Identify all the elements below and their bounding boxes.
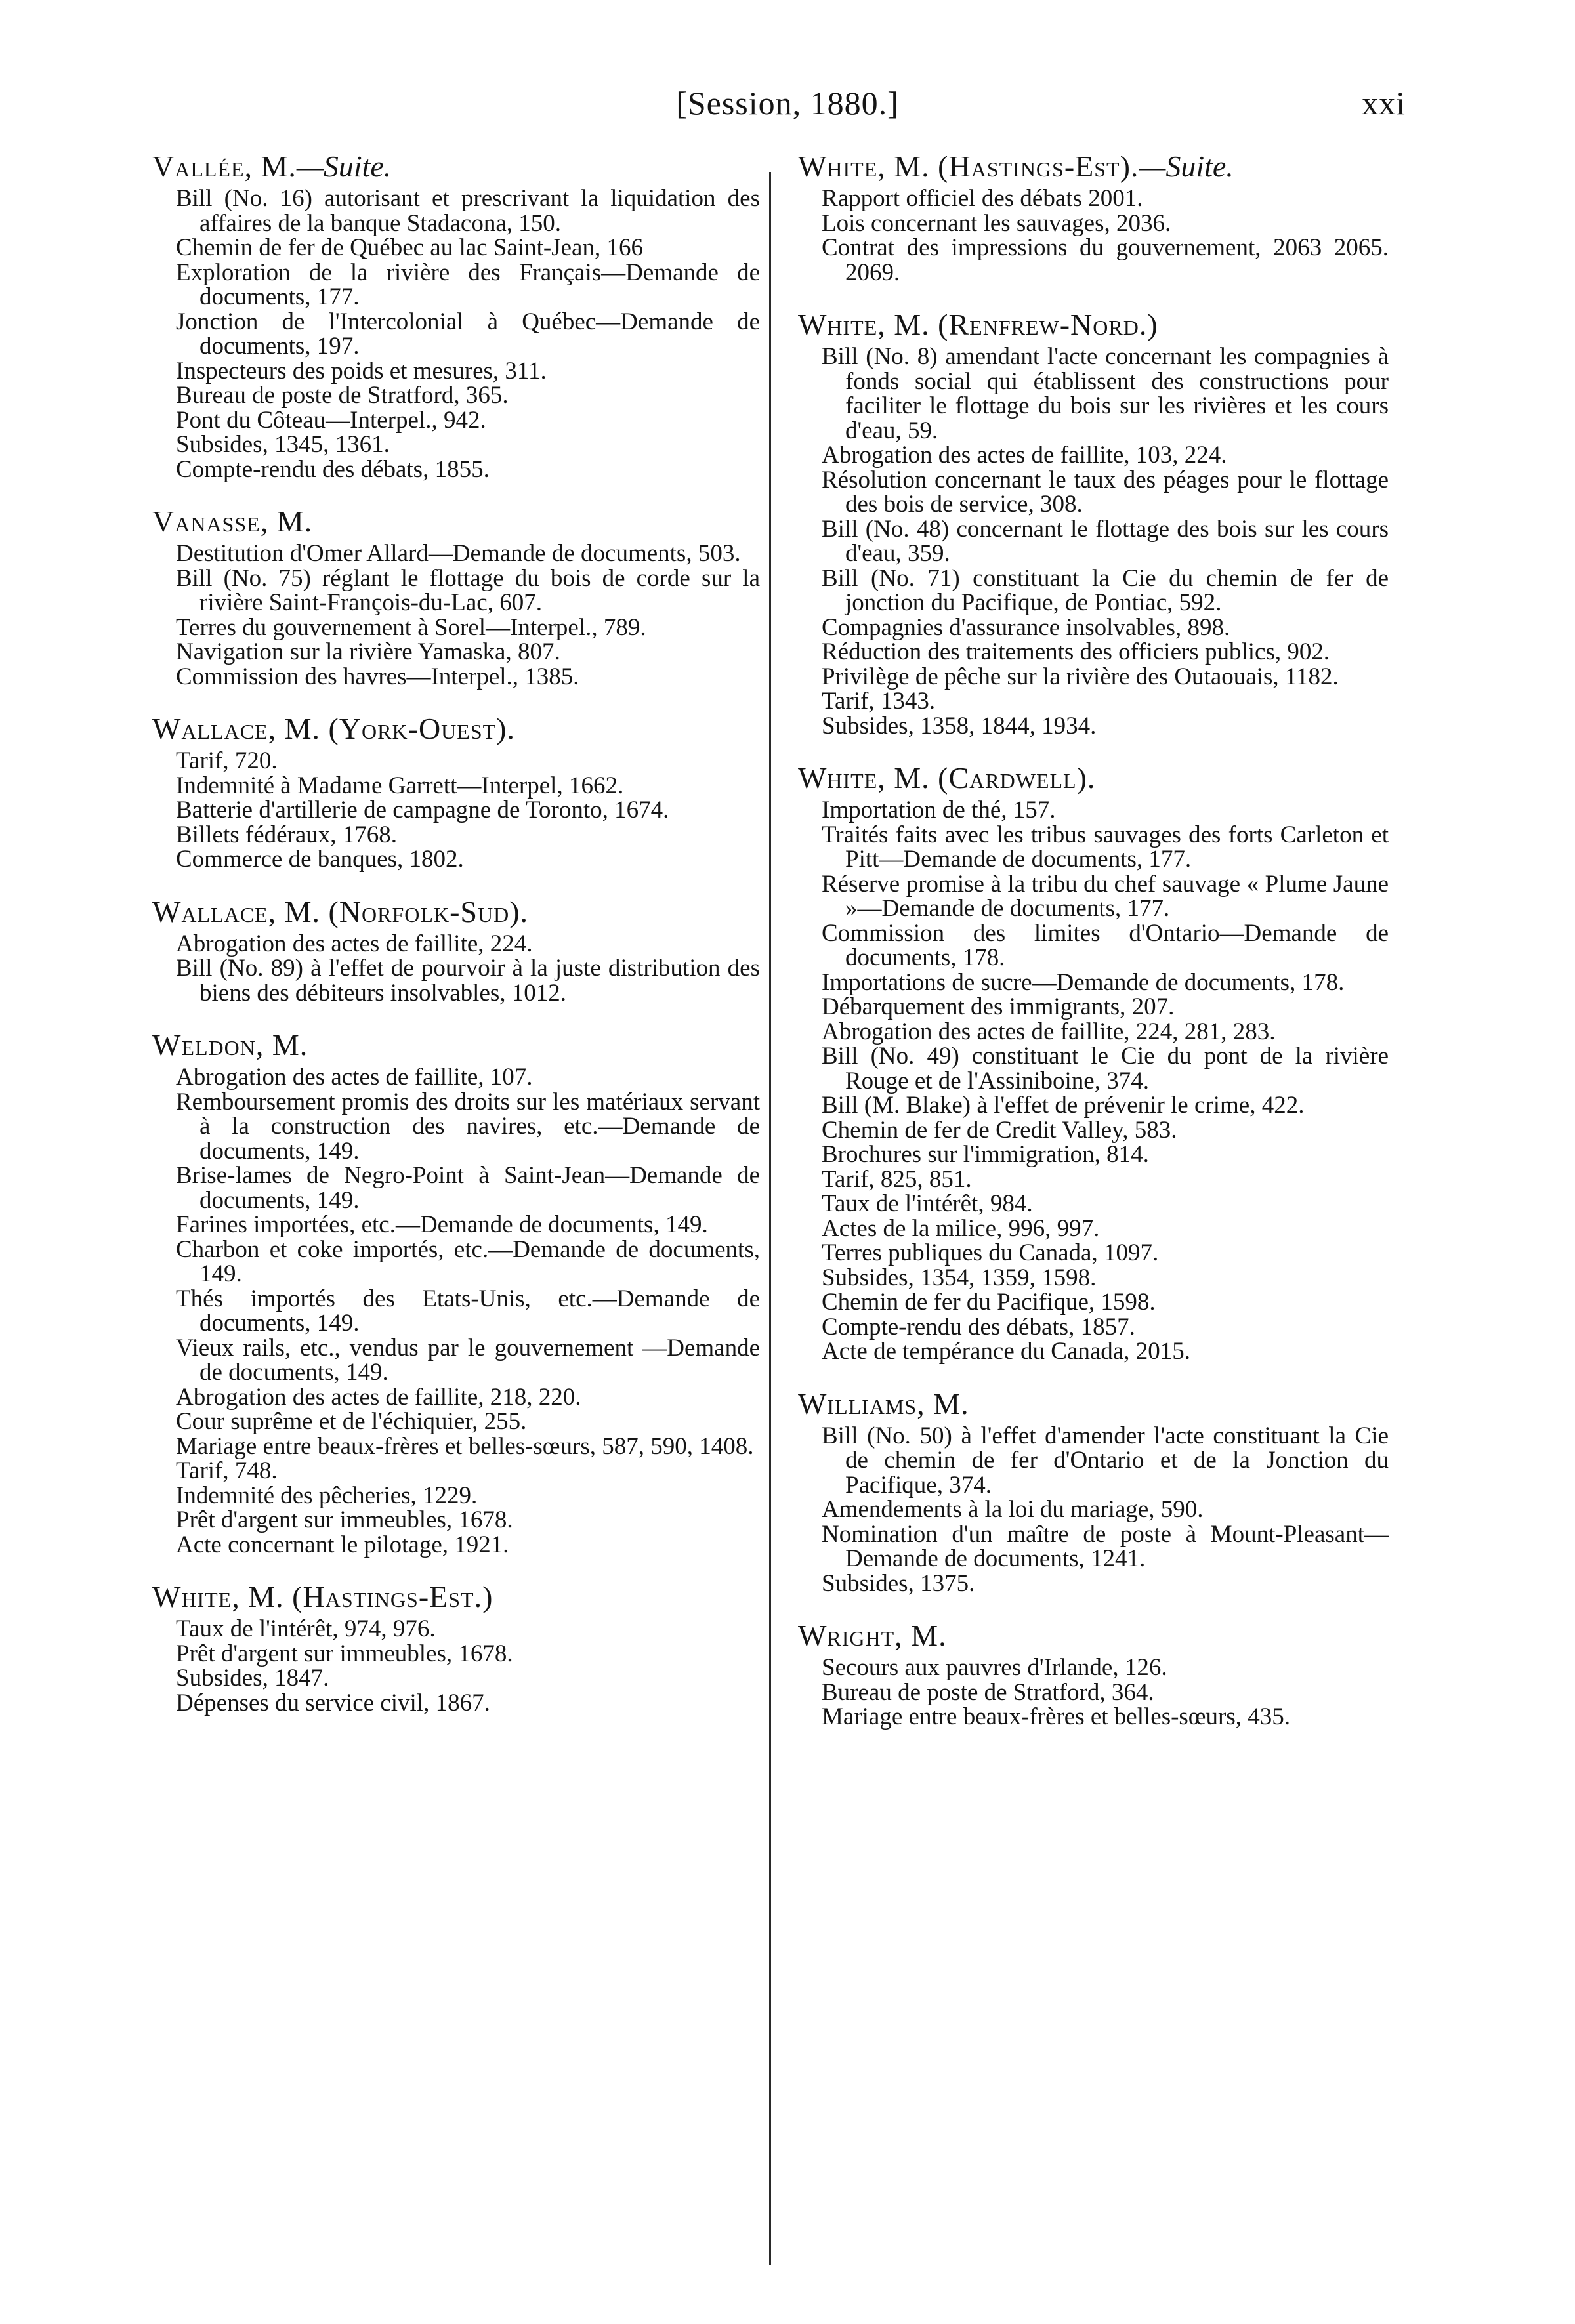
entry-heading: [152, 894, 760, 930]
index-item: Commerce de banques, 1802.: [176, 846, 464, 873]
index-item: Mariage entre beaux-frères et belles-sœurs, 587, 590, 1408.: [176, 1432, 754, 1460]
index-item: Abrogation des actes de faillite, 107.: [176, 1064, 533, 1090]
entry-items: [798, 798, 1389, 1364]
index-item: Tarif, 748.: [176, 1457, 278, 1484]
index-entry: [152, 503, 760, 689]
index-item: Bill (No. 89) à l'effet de pourvoir à la juste distribution des biens des débiteurs insolvables, 1012.: [176, 955, 760, 1006]
entry-heading: [798, 1386, 1389, 1422]
index-entry: [798, 306, 1389, 738]
index-item: Chemin de fer du Pacifique, 1598.: [822, 1289, 1156, 1316]
index-item: Rapport officiel des débats 2001.: [822, 185, 1143, 212]
index-item: Abrogation des actes de faillite, 224, 281, 283.: [822, 1018, 1276, 1045]
suite-label: —Suite.: [1139, 150, 1234, 183]
index-item: Privilège de pêche sur la rivière des Outaouais, 1182.: [822, 663, 1339, 690]
index-item: Remboursement promis des droits sur les matériaux servant à la construction des navires, etc.—Demande de documents, 149.: [176, 1088, 760, 1165]
entry-items: [798, 1424, 1389, 1596]
index-item: Lois concernant les sauvages, 2036.: [822, 209, 1171, 237]
index-item: Brise-lames de Negro-Point à Saint-Jean—Demande de documents, 149.: [176, 1162, 760, 1214]
index-item: Bill (No. 75) réglant le flottage du bois de corde sur la rivière Saint-François-du-Lac, 607.: [176, 564, 760, 616]
index-item: Bill (M. Blake) à l'effet de prévenir le crime, 422.: [822, 1092, 1305, 1119]
entry-heading: [152, 148, 760, 185]
index-item: Nomination d'un maître de poste à Mount-Pleasant—Demande de documents, 1241.: [822, 1520, 1389, 1572]
entry-heading: [152, 711, 760, 747]
member-name: White, M. (Renfrew-Nord.): [798, 308, 1158, 341]
page-number: xxi: [1362, 85, 1406, 121]
index-item: Exploration de la rivière des Français—Demande de documents, 177.: [176, 259, 760, 310]
left-column: [152, 148, 760, 2248]
index-item: Subsides, 1354, 1359, 1598.: [822, 1264, 1097, 1291]
index-item: Inspecteurs des poids et mesures, 311.: [176, 357, 547, 384]
index-item: Acte de tempérance du Canada, 2015.: [822, 1338, 1190, 1365]
index-item: Pont du Côteau—Interpel., 942.: [176, 406, 486, 434]
index-item: Commission des havres—Interpel., 1385.: [176, 663, 579, 690]
index-item: Bill (No. 50) à l'effet d'amender l'acte constituant la Cie de chemin de fer d'Ontario et de la Jonction du Pacifique, 374.: [822, 1422, 1389, 1499]
entry-items: [152, 1065, 760, 1557]
index-item: Réserve promise à la tribu du chef sauvage « Plume Jaune »—Demande de documents, 177.: [822, 870, 1389, 922]
index-item: Subsides, 1847.: [176, 1665, 329, 1691]
index-item: Contrat des impressions du gouvernement, 2063 2065. 2069.: [822, 234, 1389, 286]
entry-items: [152, 749, 760, 872]
index-item: Importations de sucre—Demande de documents, 178.: [822, 968, 1345, 996]
page-header: [0, 84, 1575, 136]
index-item: Bureau de poste de Stratford, 365.: [176, 382, 509, 409]
suite-label: —Suite.: [296, 150, 392, 183]
entry-heading: [152, 503, 760, 540]
entry-heading: [152, 1027, 760, 1064]
member-name: Wallace, M. (Norfolk-Sud).: [152, 894, 529, 928]
index-item: Bill (No. 48) concernant le flottage des bois sur les cours d'eau, 359.: [822, 515, 1389, 567]
index-entry: [152, 711, 760, 872]
index-entry: [152, 894, 760, 1006]
index-item: Mariage entre beaux-frères et belles-sœurs, 435.: [822, 1703, 1291, 1730]
member-name: Wallace, M. (York-Ouest).: [152, 712, 515, 745]
index-item: Chemin de fer de Québec au lac Saint-Jean, 166: [176, 234, 643, 261]
entry-heading: [152, 1579, 760, 1615]
index-item: Charbon et coke importés, etc.—Demande de documents, 149.: [176, 1235, 760, 1287]
index-entry: [798, 1386, 1389, 1596]
index-entry: [152, 1027, 760, 1557]
index-item: Tarif, 1343.: [822, 688, 936, 715]
member-name: White, M. (Hastings-Est).: [798, 150, 1139, 183]
index-item: Taux de l'intérêt, 974, 976.: [176, 1615, 436, 1642]
index-item: Abrogation des actes de faillite, 224.: [176, 930, 533, 957]
index-entry: [798, 148, 1389, 285]
entry-items: [152, 186, 760, 482]
index-item: Farines importées, etc.—Demande de documents, 149.: [176, 1211, 708, 1238]
session-heading: [Session, 1880.]: [676, 85, 899, 121]
index-item: Billets fédéraux, 1768.: [176, 821, 398, 848]
index-item: Commission des limites d'Ontario—Demande de documents, 178.: [822, 919, 1389, 971]
member-name: White, M. (Hastings-Est.): [152, 1580, 494, 1613]
index-item: Subsides, 1358, 1844, 1934.: [822, 712, 1097, 739]
member-name: Wright, M.: [798, 1619, 947, 1652]
index-item: Subsides, 1345, 1361.: [176, 431, 390, 458]
entry-items: [152, 932, 760, 1006]
index-item: Thés importés des Etats-Unis, etc.—Demande de documents, 149.: [176, 1285, 760, 1337]
index-item: Indemnité des pêcheries, 1229.: [176, 1482, 478, 1509]
index-item: Secours aux pauvres d'Irlande, 126.: [822, 1654, 1167, 1681]
index-item: Compte-rendu des débats, 1855.: [176, 455, 490, 483]
member-name: White, M. (Cardwell).: [798, 761, 1096, 795]
entry-heading: [798, 1617, 1389, 1654]
index-item: Bill (No. 71) constituant la Cie du chemin de fer de jonction du Pacifique, de Pontiac, 592.: [822, 564, 1389, 616]
index-item: Amendements à la loi du mariage, 590.: [822, 1496, 1204, 1523]
index-item: Abrogation des actes de faillite, 103, 224.: [822, 442, 1227, 468]
index-item: Débarquement des immigrants, 207.: [822, 993, 1175, 1020]
entry-items: [798, 344, 1389, 738]
index-item: Terres publiques du Canada, 1097.: [822, 1239, 1159, 1266]
index-item: Batterie d'artillerie de campagne de Toronto, 1674.: [176, 797, 669, 823]
index-item: Prêt d'argent sur immeubles, 1678.: [176, 1640, 513, 1667]
index-item: Destitution d'Omer Allard—Demande de documents, 503.: [176, 540, 741, 567]
column-divider: [769, 172, 771, 2265]
index-item: Dépenses du service civil, 1867.: [176, 1689, 490, 1716]
index-item: Indemnité à Madame Garrett—Interpel, 1662.: [176, 772, 624, 799]
entry-items: [152, 541, 760, 689]
entry-items: [152, 1617, 760, 1715]
index-item: Jonction de l'Intercolonial à Québec—Demande de documents, 197.: [176, 308, 760, 360]
index-item: Terres du gouvernement à Sorel—Interpel., 789.: [176, 613, 646, 641]
member-name: Vanasse, M.: [152, 505, 313, 538]
index-item: Résolution concernant le taux des péages pour le flottage des bois de service, 308.: [822, 466, 1389, 518]
entry-items: [798, 186, 1389, 285]
member-name: Vallée, M.: [152, 150, 297, 183]
entry-heading: [798, 306, 1389, 343]
index-item: Bill (No. 8) amendant l'acte concernant les compagnies à fonds social qui établissent des constructions pour faciliter le flottage du bois sur les rivières et les cours d'eau, 59.: [822, 343, 1389, 444]
index-item: Vieux rails, etc., vendus par le gouvernement —Demande de documents, 149.: [176, 1334, 760, 1386]
index-item: Prêt d'argent sur immeubles, 1678.: [176, 1506, 513, 1533]
index-item: Bill (No. 49) constituant le Cie du pont de la rivière Rouge et de l'Assiniboine, 374.: [822, 1043, 1389, 1094]
index-item: Chemin de fer de Credit Valley, 583.: [822, 1116, 1177, 1144]
index-item: Taux de l'intérêt, 984.: [822, 1190, 1033, 1217]
index-entry: [152, 1579, 760, 1715]
member-name: Weldon, M.: [152, 1028, 308, 1062]
index-item: Cour suprême et de l'échiquier, 255.: [176, 1408, 527, 1435]
index-item: Acte concernant le pilotage, 1921.: [176, 1531, 509, 1558]
entry-items: [798, 1655, 1389, 1730]
index-item: Bill (No. 16) autorisant et prescrivant la liquidation des affaires de la banque Stadacona, 150.: [176, 185, 760, 237]
index-item: Subsides, 1375.: [822, 1569, 975, 1597]
index-entry: [798, 1617, 1389, 1730]
index-item: Tarif, 720.: [176, 747, 278, 774]
index-item: Abrogation des actes de faillite, 218, 220.: [176, 1383, 581, 1411]
index-item: Compte-rendu des débats, 1857.: [822, 1313, 1135, 1340]
index-item: Brochures sur l'immigration, 814.: [822, 1141, 1149, 1168]
index-item: Bureau de poste de Stratford, 364.: [822, 1678, 1154, 1706]
index-item: Navigation sur la rivière Yamaska, 807.: [176, 638, 560, 665]
index-item: Traités faits avec les tribus sauvages des forts Carleton et Pitt—Demande de documents, 177.: [822, 821, 1389, 873]
entry-heading: [798, 148, 1389, 185]
member-name: Williams, M.: [798, 1386, 969, 1421]
index-entry: [152, 148, 760, 482]
index-item: Importation de thé, 157.: [822, 797, 1056, 823]
entry-heading: [798, 760, 1389, 797]
index-item: Tarif, 825, 851.: [822, 1165, 972, 1193]
index-item: Compagnies d'assurance insolvables, 898.: [822, 613, 1230, 641]
right-column: [798, 148, 1389, 2248]
index-entry: [798, 760, 1389, 1364]
index-item: Réduction des traitements des officiers publics, 902.: [822, 638, 1330, 665]
index-item: Actes de la milice, 996, 997.: [822, 1214, 1100, 1242]
